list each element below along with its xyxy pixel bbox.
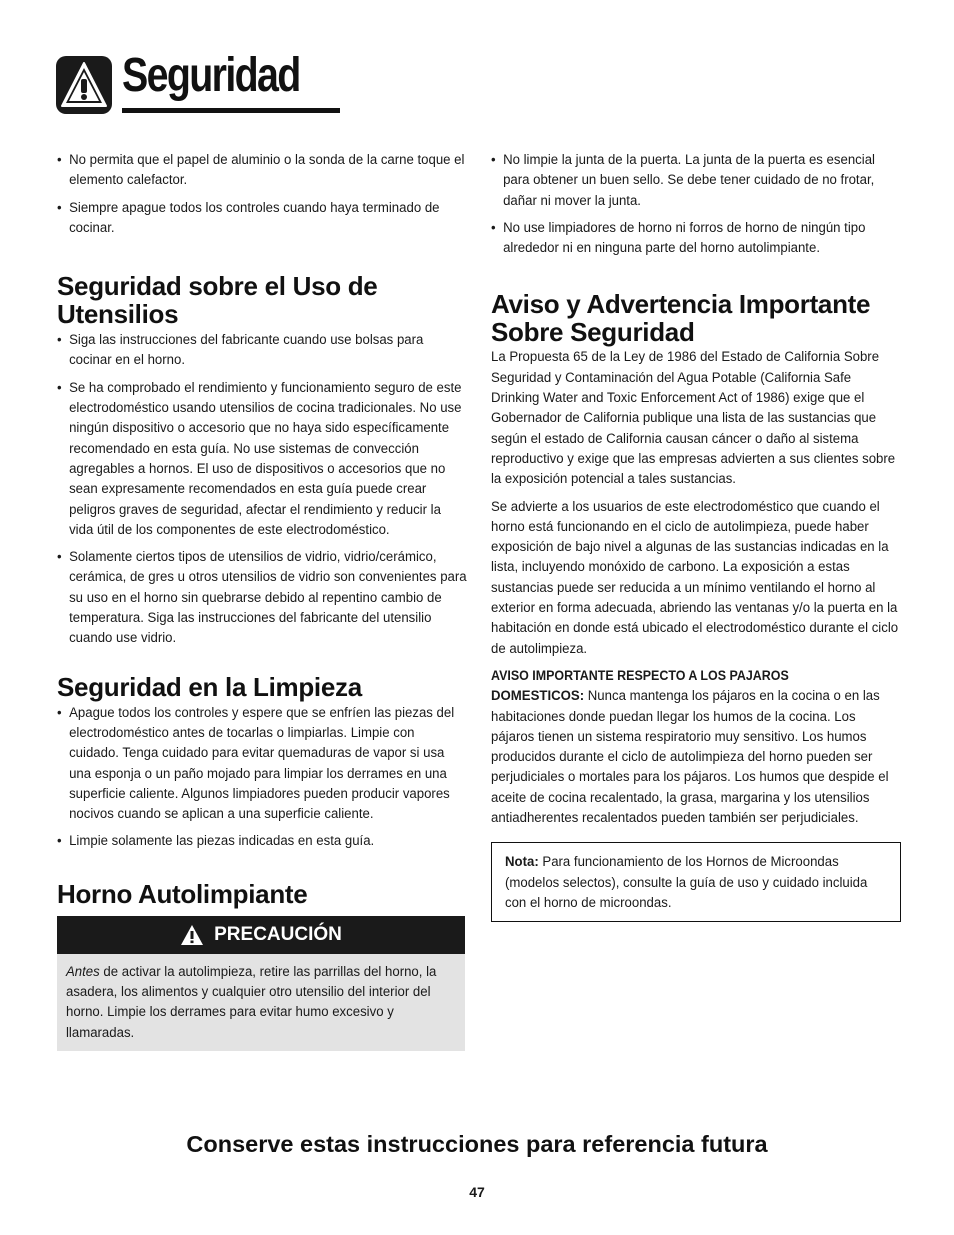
right-column bbox=[491, 150, 901, 922]
birds-text: Nunca mantenga los pájaros en la cocina o en las habitaciones donde puedan llegar los humos de la cocina. Los pájaros tienen un sistema respiratorio muy sensitivo. Los humos producidos durante el ciclo de autolimpieza del horno pueden ser perjudiciales o mortales para los pájaros. Los humos que despide el aceite de cocina recalentado, la grasa, margarina y los utensilios antiadherentes recalentados pueden también ser perjudiciales. bbox=[491, 688, 889, 827]
note-box bbox=[491, 842, 901, 922]
warning-badge bbox=[56, 56, 112, 114]
title-underline bbox=[122, 108, 340, 113]
list-item: • Apague todos los controles y espere que se enfríen las piezas del electrodoméstico antes de tocarlas o limpiarlas. Limpie con cuidado. Tenga cuidado para evitar quemaduras de vapor si usa una esponja o un paño mojado para limpiar los derrames en una superficie caliente. Algunos limpiadores pueden producir vapores nocivos cuando se aplican a una superficie caliente. bbox=[57, 703, 467, 825]
birds-paragraph bbox=[491, 666, 899, 828]
note-label: Nota: bbox=[505, 854, 539, 871]
keep-instructions-banner: Conserve estas instrucciones para referencia futura bbox=[186, 1131, 768, 1157]
list-item: • Siga las instrucciones del fabricante cuando use bolsas para cocinar en el horno. bbox=[57, 330, 467, 371]
list-item: • Limpie solamente las piezas indicadas en esta guía. bbox=[57, 831, 467, 851]
birds-heading-2: DOMESTICOS: bbox=[491, 688, 585, 705]
section-heading-cleaning: Seguridad en la Limpieza bbox=[57, 671, 362, 702]
cleaning-list bbox=[57, 703, 467, 852]
caution-text: de activar la autolimpieza, retire las parrillas del horno, la asadera, los alimentos y cualquier otro utensilio del interior del horno. Limpie los derrames para evitar humo excesivo y llamaradas. bbox=[66, 963, 437, 1041]
page-number: 47 bbox=[469, 1184, 485, 1200]
left-column bbox=[57, 150, 469, 1051]
list-item: • No use limpiadores de horno ni forros de horno de ningún tipo alrededor ni en ninguna parte del horno autolimpiante. bbox=[491, 218, 899, 259]
caution-italic: Antes bbox=[66, 963, 100, 980]
notice-paragraph-2: Se advierte a los usuarios de este electrodoméstico que cuando el horno está funcionando en el ciclo de autolimpieza, puede haber exposición de bajo nivel a algunas de las sustancias indicadas en la lista, incluyendo monóxido de carbono. La exposición a estas sustancias puede ser reducida a un mínimo ventilando el horno al exterior en forma adecuada, abriendo las ventanas y/o la puerta en la habitación en donde está ubicado el electrodoméstico durante el ciclo de autolimpieza. bbox=[491, 498, 899, 657]
left-intro-list bbox=[57, 150, 467, 238]
section-heading-notice: Aviso y Advertencia Importante Sobre Seguridad bbox=[491, 289, 871, 348]
caution-header bbox=[57, 916, 465, 954]
list-item: • Solamente ciertos tipos de utensilios de vidrio, vidrio/cerámico, cerámica, de gres u otros utensilios de vidrio son convenientes para su uso en el horno sin quebrarse debido al repentino cambio de temperatura. Siga las instrucciones del fabricante del utensilio cuando use vidrio. bbox=[57, 547, 467, 648]
list-item: • Se ha comprobado el rendimiento y funcionamiento seguro de este electrodoméstico usando utensilios de cocina tradicionales. No use ningún dispositivo o accesorio que no haya sido específicamente recomendado en esta guía. No use sistemas de convección agregables a hornos. El uso de dispositivos o accesorios que no sean expresamente recomendados en esta guía puede crear peligros graves de seguridad, afectar el rendimiento y reducir la vida útil de los componentes de este electrodoméstico. bbox=[57, 378, 467, 540]
warning-triangle-icon bbox=[60, 60, 108, 110]
notice-paragraph-1: La Propuesta 65 de la Ley de 1986 del Estado de California Sobre Seguridad y Contaminación del Agua Potable (California Safe Drinking Water and Toxic Enforcement Act of 1986) exige que el Gobernador de California publique una lista de las sustancias que según el estado de California causan cáncer o daño al sistema reproductivo y exige que las empresas advierten a sus clientes sobre la exposición potencial a tales sustancias. bbox=[491, 349, 896, 488]
caution-label: PRECAUCIÓN bbox=[214, 923, 342, 945]
section-heading-self-clean: Horno Autolimpiante bbox=[57, 878, 308, 909]
note-text: Para funcionamiento de los Hornos de Microondas (modelos selectos), consulte la guía de uso y cuidado incluida con el horno de microondas. bbox=[505, 854, 868, 911]
caution-box bbox=[57, 916, 465, 1051]
section-heading-utensils: Seguridad sobre el Uso de Utensilios bbox=[57, 271, 378, 330]
right-intro-list bbox=[491, 150, 899, 258]
list-item: • Siempre apague todos los controles cuando haya terminado de cocinar. bbox=[57, 198, 467, 239]
caution-body bbox=[57, 954, 465, 1051]
warning-triangle-icon bbox=[180, 924, 204, 946]
page-title: Seguridad bbox=[122, 49, 300, 102]
page-header bbox=[56, 49, 300, 116]
list-item: • No permita que el papel de aluminio o la sonda de la carne toque el elemento calefactor. bbox=[57, 150, 467, 191]
list-item: • No limpie la junta de la puerta. La junta de la puerta es esencial para obtener un buen sello. Se debe tener cuidado de no frotar, dañar ni mover la junta. bbox=[491, 150, 899, 211]
utensils-list bbox=[57, 330, 467, 648]
birds-heading-1: AVISO IMPORTANTE RESPECTO A LOS PAJAROS bbox=[491, 667, 789, 683]
